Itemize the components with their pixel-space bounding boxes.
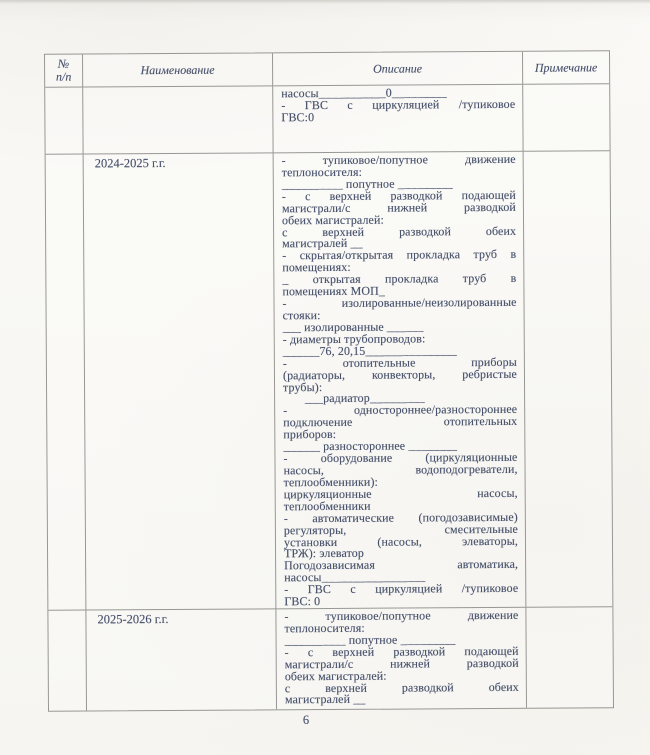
desc-line: ___ изолированные ______ xyxy=(282,319,424,335)
col-header-note-label: Примечание xyxy=(534,59,598,75)
desc-line: приборов: xyxy=(283,427,337,442)
desc-line: ГВС: 0 xyxy=(284,594,321,609)
name-cell-2024-2025: 2024-2025 г.г. xyxy=(84,153,277,610)
desc-line: - ГВС с циркуляцией /тупиковое xyxy=(284,581,519,597)
num-cell xyxy=(46,154,87,610)
desc-line: - с верхней разводкой подающей xyxy=(281,187,516,204)
col-header-desc-label: Описание xyxy=(373,60,423,76)
desc-line: циркуляционные насосы, xyxy=(283,485,518,502)
desc-line: насосы_________________ xyxy=(284,569,426,585)
scan-top-shadow xyxy=(0,0,650,4)
col-header-name xyxy=(83,53,273,87)
desc-line: - отопительные приборы xyxy=(282,354,517,370)
col-header-name-label: Наименование xyxy=(140,62,215,77)
desc-line: ___радиатор_________ xyxy=(283,390,425,406)
desc-line: - тупиковое/попутное движение xyxy=(281,151,516,168)
desc-cell xyxy=(273,85,523,154)
num-cell xyxy=(48,610,87,710)
desc-line: - тупиковое/попутное движение xyxy=(284,607,519,624)
desc-line: магистрали/с нижней разводкой xyxy=(284,655,519,671)
desc-line: - одностороннее/разностороннее xyxy=(283,402,518,418)
desc-line: обеих магистралей: xyxy=(284,668,387,683)
name-cell xyxy=(83,86,273,154)
desc-line: магистралей __ xyxy=(282,236,363,251)
num-cell xyxy=(45,87,83,154)
desc-line: ГВС:0 xyxy=(281,109,315,125)
col-header-num-line1: № xyxy=(57,56,70,71)
desc-line: Погодозависимая автоматика, xyxy=(284,557,519,573)
desc-line: - изолированные/неизолированные xyxy=(282,294,517,311)
desc-line: - скрытая/открытая прокладка труб в xyxy=(282,247,517,263)
desc-line: теплообменники xyxy=(283,498,371,514)
note-cell xyxy=(524,151,613,608)
desc-line: насосы, водоподогреватели, xyxy=(283,461,518,478)
desc-cell xyxy=(274,152,527,610)
desc-line: помещениях МОП_ xyxy=(282,283,386,299)
desc-line: ______76, 20,15_______________ xyxy=(282,342,457,359)
desc-line: регуляторы, смесительные xyxy=(283,521,518,537)
desc-line: теплообменники): xyxy=(283,474,379,490)
desc-line: установки (насосы, элеваторы, xyxy=(283,533,519,549)
col-header-num-line2: п/п xyxy=(55,69,72,84)
desc-line: трубы): xyxy=(282,379,323,394)
desc-line: насосы___________0_________ xyxy=(281,85,447,101)
desc-line: подключение отопительных xyxy=(283,414,518,430)
name-cell-2025-2026: 2025-2026 г.г. xyxy=(86,609,277,710)
desc-cell xyxy=(276,608,527,710)
desc-line: ______ разностороннее ________ xyxy=(283,438,458,454)
desc-line: __________ попутное _________ xyxy=(281,176,453,192)
desc-line: - оборудование (циркуляционные xyxy=(283,449,518,466)
content-table xyxy=(44,50,614,711)
note-cell xyxy=(523,84,609,152)
desc-line: теплоносителя: xyxy=(281,164,363,180)
col-header-num xyxy=(45,54,83,87)
desc-line: магистралей __ xyxy=(284,692,366,707)
desc-line: теплоносителя: xyxy=(284,620,365,636)
desc-line: - автоматические (погодозависимые) xyxy=(283,509,518,525)
desc-line: - ГВС с циркуляцией /тупиковое xyxy=(281,96,516,113)
desc-line: с верхней разводкой обеих xyxy=(284,679,519,695)
desc-line: __________ попутное _________ xyxy=(284,632,456,648)
desc-line: помещениях: xyxy=(282,260,351,275)
col-header-desc xyxy=(273,52,523,87)
desc-line: _ открытая прокладка труб в xyxy=(282,271,517,287)
page-number: 6 xyxy=(302,713,310,727)
note-cell xyxy=(526,607,613,708)
desc-line: магистрали/с нижней разводкой xyxy=(281,199,516,215)
desc-line: - с верхней разводкой подающей xyxy=(284,643,519,660)
desc-line: стояки: xyxy=(282,308,321,323)
desc-line: обеих магистралей: xyxy=(281,212,384,227)
desc-line: с верхней разводкой обеих xyxy=(282,223,517,239)
col-header-note xyxy=(523,51,609,85)
desc-line: - диаметры трубопроводов: xyxy=(282,331,426,347)
desc-line: (радиаторы, конвекторы, ребристые xyxy=(282,366,518,382)
desc-line: ТРЖ): элеватор xyxy=(284,546,365,561)
